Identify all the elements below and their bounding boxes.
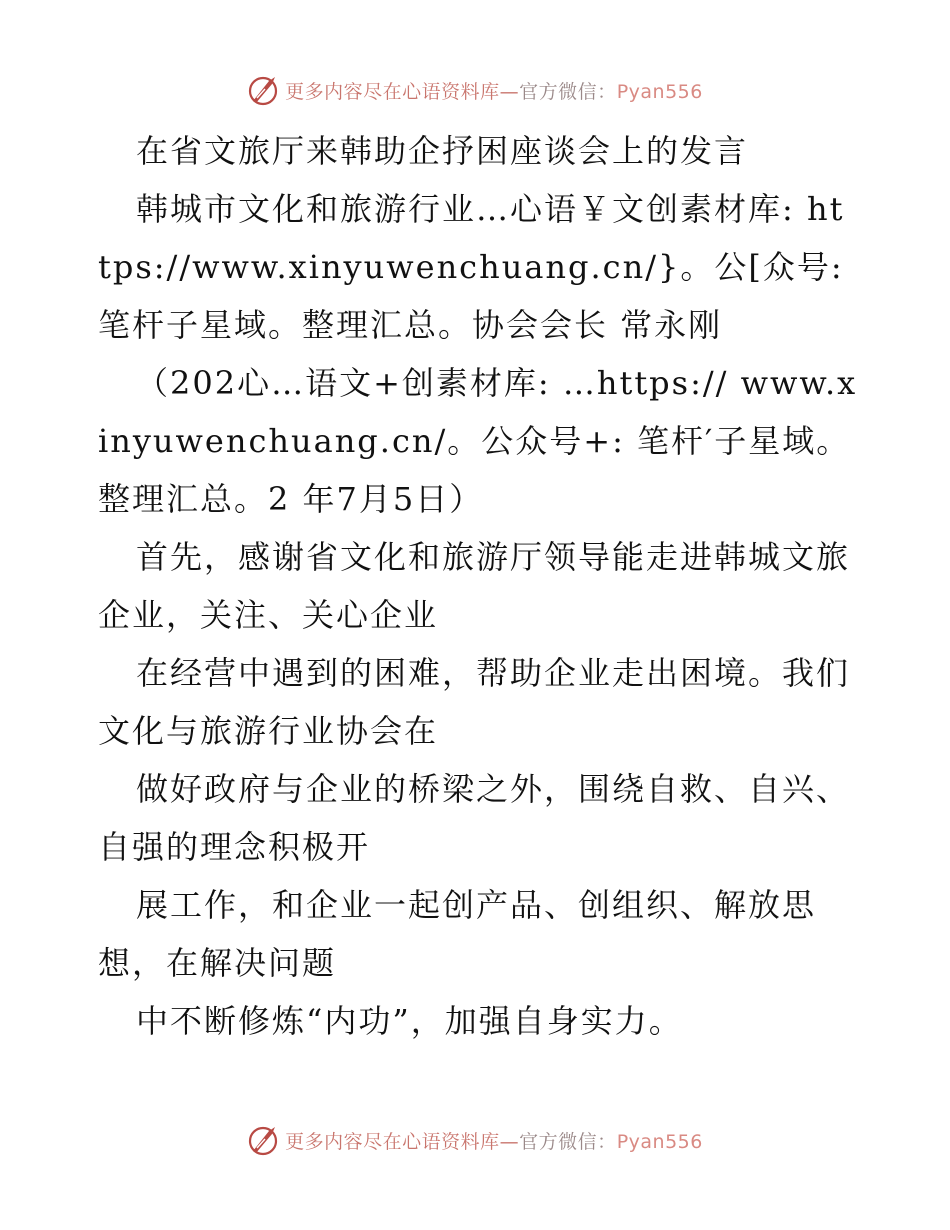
paragraph: 韩城市文化和旅游行业…心语￥文创素材库: https://www.xinyuwenchuang.cn/}。公[众号: 笔杆子星域。整理汇总。协会会长 常永刚 — [98, 190, 845, 344]
banner-wechat-id: Pyan556 — [616, 1130, 703, 1153]
banner-wechat-id: Pyan556 — [616, 80, 703, 103]
document-body — [98, 122, 858, 1050]
paragraph: 首先，感谢省文化和旅游厅领导能走进韩城文旅企业，关注、关心企业 — [98, 538, 851, 634]
paragraph: 做好政府与企业的桥梁之外，围绕自救、自兴、自强的理念积极开 — [98, 770, 851, 866]
banner-sub-text: 官方微信： — [519, 80, 617, 103]
quill-pen-logo-icon — [247, 1123, 281, 1157]
paragraph: 展工作，和企业一起创产品、创组织、解放思想，在解决问题 — [98, 886, 817, 982]
banner-main-text: 更多内容尽在心语资料库 — [285, 80, 500, 103]
quill-pen-logo-icon — [247, 73, 281, 107]
document-title: 在省文旅厅来韩助企抒困座谈会上的发言 — [136, 132, 749, 170]
banner-main-text: 更多内容尽在心语资料库 — [285, 1130, 500, 1153]
banner-dash: — — [499, 1130, 520, 1153]
paragraph: 中不断修炼“内功”，加强自身实力。 — [136, 1002, 683, 1040]
paragraph: （202心…语文+创素材库: …https:// www.xinyuwenchuang.cn/。公众号+: 笔杆′子星域。整理汇总。2 年7月5日） — [98, 364, 858, 518]
banner-dash: — — [499, 80, 520, 103]
footer-banner — [0, 1120, 950, 1160]
header-banner — [0, 70, 950, 110]
banner-sub-text: 官方微信： — [519, 1130, 617, 1153]
paragraph: 在经营中遇到的困难，帮助企业走出困境。我们文化与旅游行业协会在 — [98, 654, 851, 750]
